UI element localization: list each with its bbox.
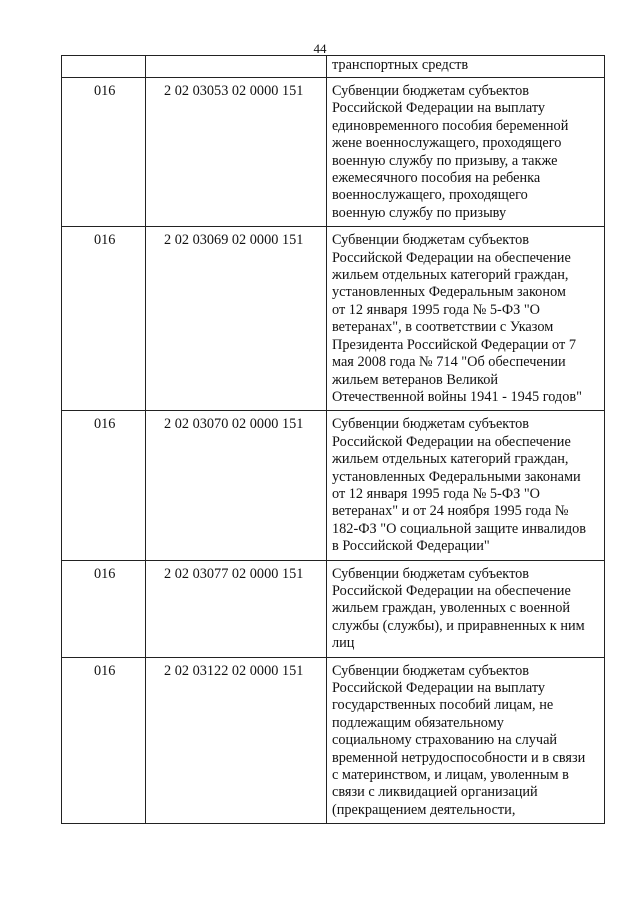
- admin-code-cell: 016: [62, 227, 146, 411]
- table-row: [62, 411, 605, 560]
- description-line: мая 2008 года № 714 "Об обеспечении: [332, 354, 566, 371]
- description-line: 182-ФЗ "О социальной защите инвалидов: [332, 520, 587, 537]
- description-line: подлежащим обязательному: [332, 714, 504, 731]
- income-code-cell: 2 02 03069 02 0000 151: [146, 227, 327, 411]
- description-line: (прекращением деятельности,: [332, 801, 516, 818]
- admin-code-cell: [62, 56, 146, 78]
- description-line: с материнством, и лицам, уволенным в: [332, 767, 569, 784]
- admin-code-cell: 016: [62, 78, 146, 227]
- description-line: Субвенции бюджетам субъектов: [332, 565, 530, 582]
- description-line: Субвенции бюджетам субъектов: [332, 232, 530, 249]
- description-line: лиц: [332, 635, 355, 652]
- description-line: жильем отдельных категорий граждан,: [332, 267, 569, 284]
- description-line: государственных пособий лицам, не: [332, 697, 554, 714]
- description-line: от 12 января 1995 года № 5-ФЗ "О: [332, 485, 541, 502]
- description-line: жильем отдельных категорий граждан,: [332, 451, 569, 468]
- description-line: в Российской Федерации": [332, 538, 490, 555]
- income-code-cell: 2 02 03122 02 0000 151: [146, 657, 327, 824]
- description-line: временной нетрудоспособности и в связи: [332, 749, 586, 766]
- table-row: [62, 78, 605, 227]
- income-code-cell: [146, 56, 327, 78]
- description-line: ежемесячного пособия на ребенка: [332, 170, 541, 187]
- description-line: Российской Федерации на выплату: [332, 100, 546, 117]
- description-line: жильем граждан, уволенных с военной: [332, 600, 571, 617]
- description-line: единовременного пособия беременной: [332, 117, 569, 134]
- description-line: Российской Федерации на обеспечение: [332, 582, 571, 599]
- table-row: [62, 560, 605, 657]
- description-cell: [327, 227, 605, 411]
- description-line: службы (службы), и приравненных к ним: [332, 617, 585, 634]
- table-row: [62, 657, 605, 824]
- admin-code-cell: 016: [62, 560, 146, 657]
- description-line: социальному страхованию на случай: [332, 732, 558, 749]
- description-line: военную службу по призыву, а также: [332, 152, 558, 169]
- description-line: Отечественной войны 1941 - 1945 годов": [332, 388, 582, 405]
- description-cell: [327, 560, 605, 657]
- description-line: военную службу по призыву: [332, 204, 507, 221]
- description-line: связи с ликвидацией организаций: [332, 784, 538, 801]
- description-line: Российской Федерации на обеспечение: [332, 249, 571, 266]
- description-cell: транспортных средств: [327, 56, 605, 78]
- description-line: Субвенции бюджетам субъектов: [332, 662, 530, 679]
- page-number: 44: [313, 41, 327, 56]
- description-line: Российской Федерации на обеспечение: [332, 433, 571, 450]
- description-line: установленных Федеральными законами: [332, 468, 581, 485]
- table-row-continuation: [62, 56, 605, 78]
- description-cell: [327, 78, 605, 227]
- description-line: Субвенции бюджетам субъектов: [332, 416, 530, 433]
- description-line: Субвенции бюджетам субъектов: [332, 83, 530, 99]
- table-row: [62, 227, 605, 411]
- description-line: военнослужащего, проходящего: [332, 187, 528, 204]
- description-line: ветеранах" и от 24 ноября 1995 года №: [332, 503, 569, 520]
- income-code-cell: 2 02 03053 02 0000 151: [146, 78, 327, 227]
- description-line: Президента Российской Федерации от 7: [332, 336, 576, 353]
- description-line: установленных Федеральным законом: [332, 284, 566, 301]
- description-line: ветеранах", в соответствии с Указом: [332, 319, 554, 336]
- income-code-cell: 2 02 03070 02 0000 151: [146, 411, 327, 560]
- description-line: жильем ветеранов Великой: [332, 371, 499, 388]
- admin-code-cell: 016: [62, 411, 146, 560]
- description-line: жене военнослужащего, проходящего: [332, 135, 562, 152]
- description-line: от 12 января 1995 года № 5-ФЗ "О: [332, 301, 541, 318]
- description-line: Российской Федерации на выплату: [332, 680, 546, 696]
- income-codes-table: [61, 55, 605, 824]
- description-cell: [327, 657, 605, 824]
- description-cell: [327, 411, 605, 560]
- income-code-cell: 2 02 03077 02 0000 151: [146, 560, 327, 657]
- admin-code-cell: 016: [62, 657, 146, 824]
